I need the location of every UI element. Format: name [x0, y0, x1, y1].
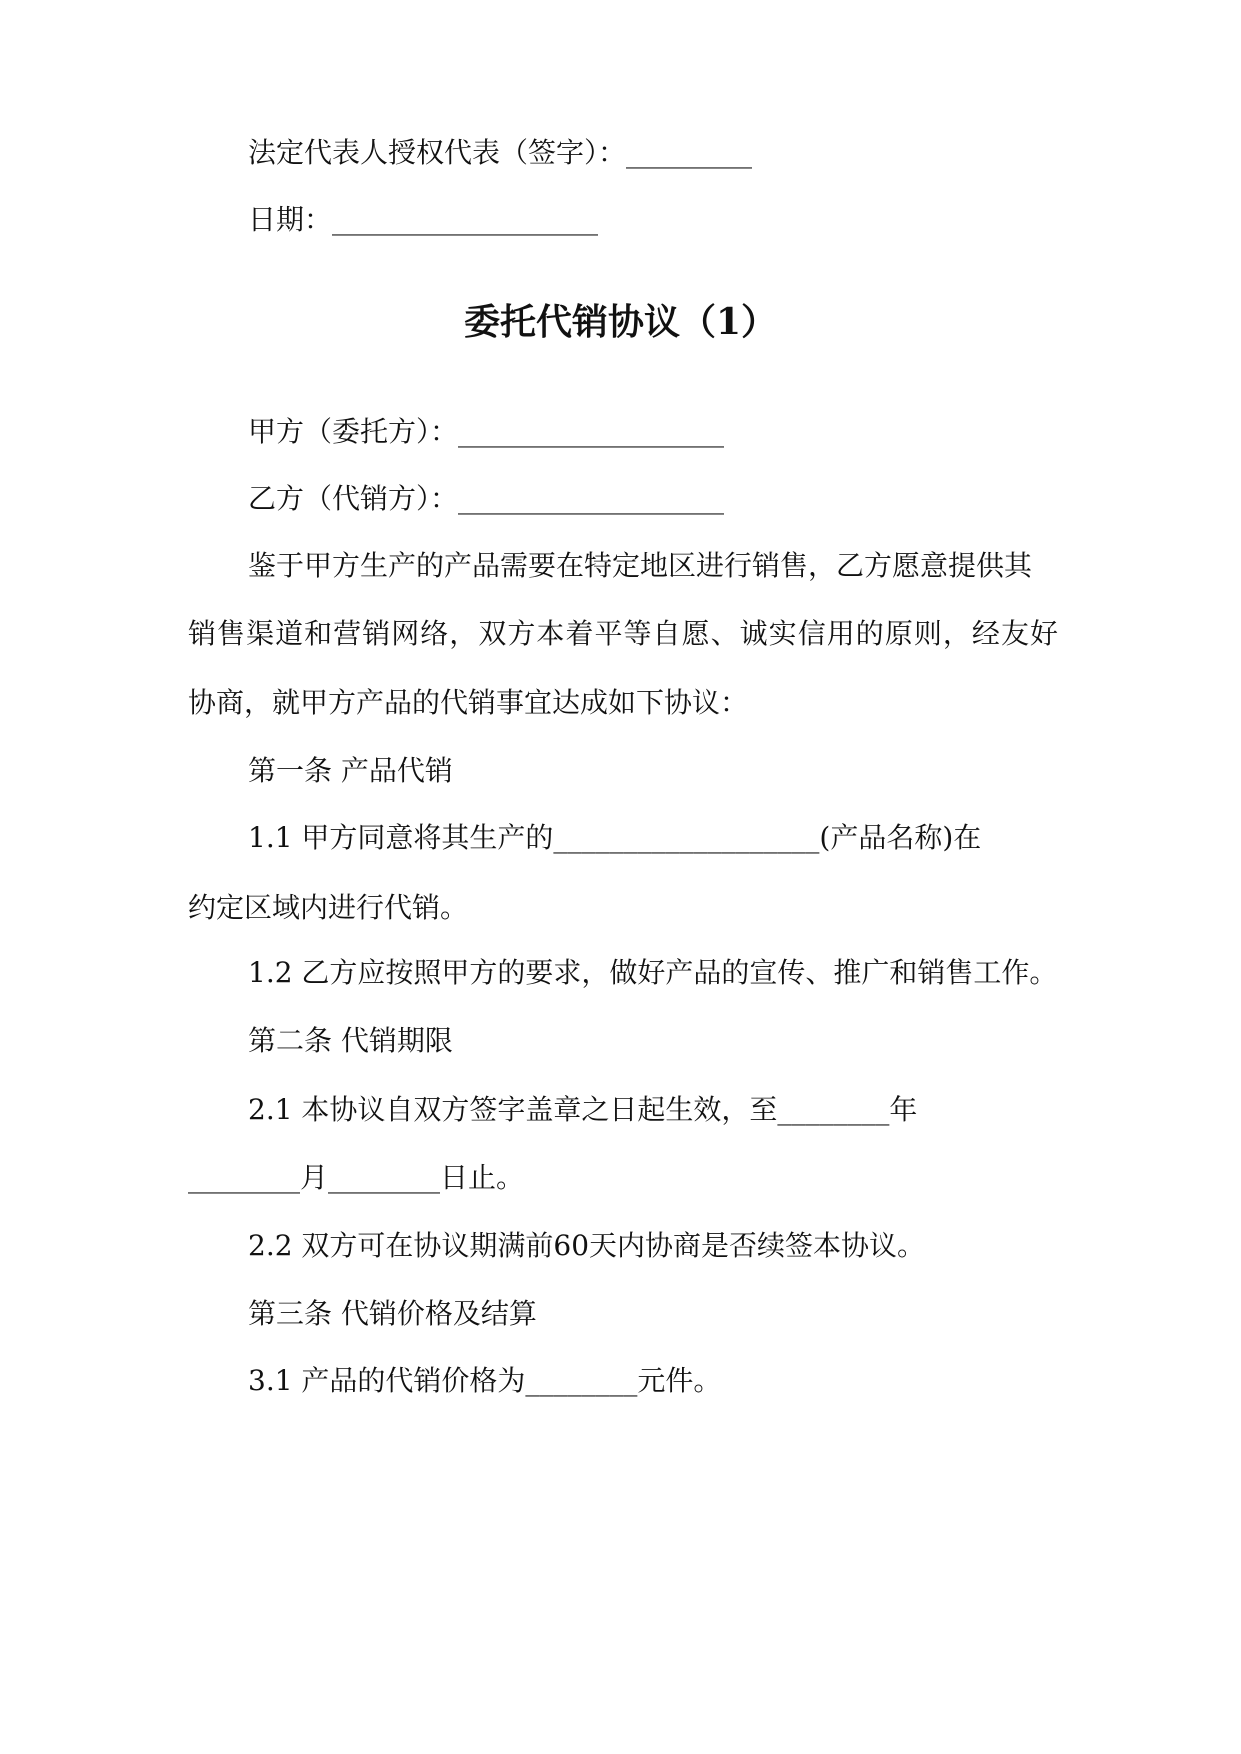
party-b-line: 乙方（代销方）：___________________ — [248, 482, 725, 515]
clause-2-2: 2.2 双方可在协议期满前60天内协商是否续签本协议。 — [248, 1229, 926, 1262]
clause-3-1: 3.1 产品的代销价格为________元件。 — [248, 1364, 722, 1397]
article-3-heading: 第三条 代销价格及结算 — [248, 1297, 537, 1330]
representative-signature-line: 法定代表人授权代表（签字）：_________ — [248, 136, 753, 169]
clause-2-1-line-1: 2.1 本协议自双方签字盖章之日起生效，至________年 — [248, 1093, 918, 1126]
document-title: 委托代销协议（1） — [463, 301, 778, 343]
clause-1-1-line-2: 约定区域内进行代销。 — [188, 891, 469, 924]
clause-2-1-line-2: ________月________日止。 — [188, 1161, 525, 1194]
preamble-line-3: 协商，就甲方产品的代销事宜达成如下协议： — [188, 686, 749, 719]
article-2-heading: 第二条 代销期限 — [248, 1024, 453, 1057]
clause-1-2: 1.2 乙方应按照甲方的要求，做好产品的宣传、推广和销售工作。 — [248, 956, 1058, 989]
article-1-heading: 第一条 产品代销 — [248, 754, 453, 787]
clause-1-1-line-1: 1.1 甲方同意将其生产的___________________(产品名称)在 — [248, 821, 982, 854]
preamble-line-1: 鉴于甲方生产的产品需要在特定地区进行销售，乙方愿意提供其 — [248, 549, 1033, 582]
preamble-line-2: 销售渠道和营销网络，双方本着平等自愿、诚实信用的原则，经友好 — [188, 617, 1058, 650]
date-line: 日期：___________________ — [248, 203, 599, 236]
party-a-line: 甲方（委托方）：___________________ — [248, 415, 725, 448]
